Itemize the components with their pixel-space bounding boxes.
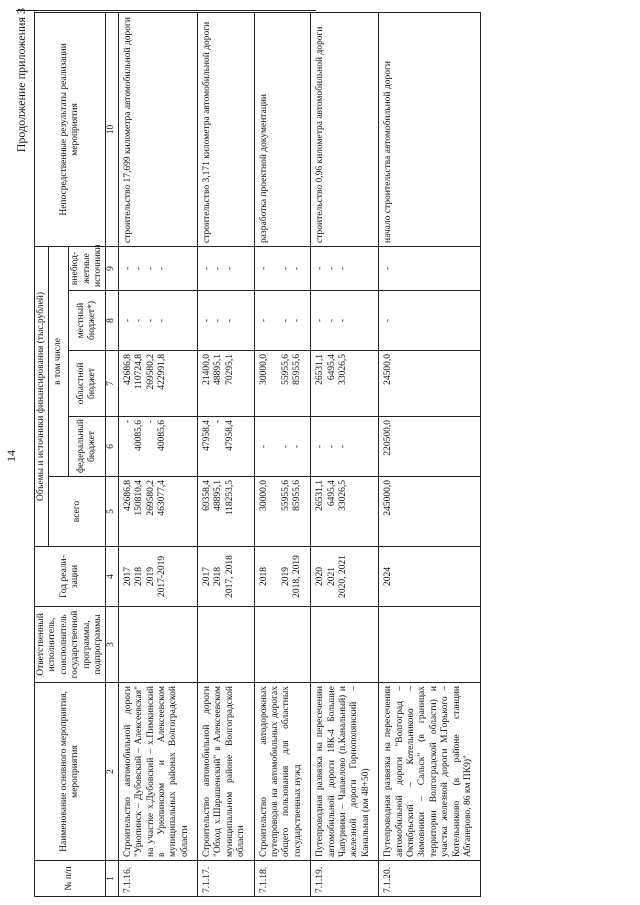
row-number: 7.1.19. [311,861,379,897]
row-total: 30000,0 55955,6 85955,6 [254,477,311,547]
row-executor [379,607,481,683]
row-total: 26531,1 6495,4 33026,5 [311,477,379,547]
row-result: строительство 3,171 километра автомобильной дороги [198,12,255,246]
row-extra: - - - [198,246,255,290]
header-regional: областной бюджет [69,351,106,417]
row-local: - - - - [118,291,197,351]
header-results: Непосредственные результаты реализации мероприятия [35,12,106,246]
row-federal: 220500,0 [379,417,481,477]
col-number: 4 [106,547,118,607]
col-number: 6 [106,417,118,477]
continuation-label: Продолжение приложения 3 [14,8,28,153]
row-result: строительство 17,699 километра автомобильной дороги [118,12,197,246]
table-row [379,12,481,896]
row-regional: 21400,0 48895,1 70295,1 [198,351,255,417]
row-executor [254,607,311,683]
page-number: 14 [4,450,18,462]
header-federal: федеральный бюджет [69,417,106,477]
col-number: 8 [106,291,118,351]
row-name: Путепроводная развязка на пересечении автомобильной дороги 18К-4 Большие Чапурники – Чапаелово (п.Канальный) и железной дороги Горнополянский – Канальная (км 48+50) [311,683,379,861]
header-incl: в том числе [49,246,69,476]
row-total: 69358,4 48895,1 118253,5 [198,477,255,547]
row-name: Путепроводная развязка на пересечении автомобильной дороги "Волгоград – Октябрьский – Котельниково – Зимовники – Сальск" (в границах территории Волгоградской области) и участка железной дороги М.Горького – Котельниково (в районе станции Абганерово, 86 км ПК9)" [379,683,481,861]
row-total: 245000,0 [379,477,481,547]
row-executor [198,607,255,683]
row-total: 42686,8 150810,4 269580,2 463077,4 [118,477,197,547]
col-number: 10 [106,12,118,246]
row-years: 2017 2018 2019 2017-2019 [118,547,197,607]
row-extra: - [379,246,481,290]
header-extra: внебюд-жетные источники [69,246,106,290]
row-extra: - - - [254,246,311,290]
row-number: 7.1.18. [254,861,311,897]
header-name: Наименование основного мероприятия, мероприятия [35,683,106,861]
col-number: 5 [106,477,118,547]
row-federal: - - - [254,417,311,477]
row-federal: 47958,4 - 47958,4 [198,417,255,477]
header-no: № п/п [35,861,106,897]
col-number: 9 [106,246,118,290]
row-name: Строительство автодорожных путепроводов на автомобильных дорогах общего пользования для областных государственных нужд [254,683,311,861]
row-federal: - 40085,6 - 40085,6 [118,417,197,477]
row-years: 2018 2019 2018, 2019 [254,547,311,607]
header-executor: Ответственный исполнитель, соисполнитель государственной программы, подпрограммы [35,607,106,683]
header-year: Год реали-зации [35,547,106,607]
row-name: Строительство автомобильной дороги "Урюпинск – Дубовский – Алексеевская" на участке х.Дубовский – х.Пимкинский в Урюпинском и Алексеевском муниципальных районах Волгоградской области [118,683,197,861]
table-row [254,12,311,896]
row-extra: - - - [311,246,379,290]
table-row [118,12,197,896]
program-table [34,12,481,897]
row-years: 2024 [379,547,481,607]
row-extra: - - - - [118,246,197,290]
column-numbers-row [106,12,118,896]
row-number: 7.1.17. [198,861,255,897]
header-total: всего [49,477,106,547]
row-regional: 26531,1 6495,4 33026,5 [311,351,379,417]
row-result: строительство 0,96 километра автомобильной дороги [311,12,379,246]
row-local: - - - [254,291,311,351]
row-years: 2017 2018 2017, 2018 [198,547,255,607]
row-regional: 42686,8 110724,8 269580,2 422991,8 [118,351,197,417]
col-number: 1 [106,861,118,897]
row-executor [311,607,379,683]
row-result: начало строительства автомобильной дороги [379,12,481,246]
table-row [198,12,255,896]
row-number: 7.1.20. [379,861,481,897]
col-number: 3 [106,607,118,683]
row-regional: 24500,0 [379,351,481,417]
row-result: разработка проектной документации [254,12,311,246]
col-number: 2 [106,683,118,861]
row-number: 7.1.16. [118,861,197,897]
col-number: 7 [106,351,118,417]
row-name: Строительство автомобильной дороги "Обход х.Шарашенский" в Алексеевском муниципальном районе Волгоградской области [198,683,255,861]
table-row [311,12,379,896]
row-years: 2020 2021 2020, 2021 [311,547,379,607]
row-federal: - - - [311,417,379,477]
row-local: - - - [311,291,379,351]
row-local: - [379,291,481,351]
header-local: местный бюджет*) [69,291,106,351]
row-regional: 30000,0 55955,6 85955,6 [254,351,311,417]
header-volumes: Объемы и источники финансирования (тыс.рублей) [35,246,49,546]
row-executor [118,607,197,683]
row-local: - - - [198,291,255,351]
